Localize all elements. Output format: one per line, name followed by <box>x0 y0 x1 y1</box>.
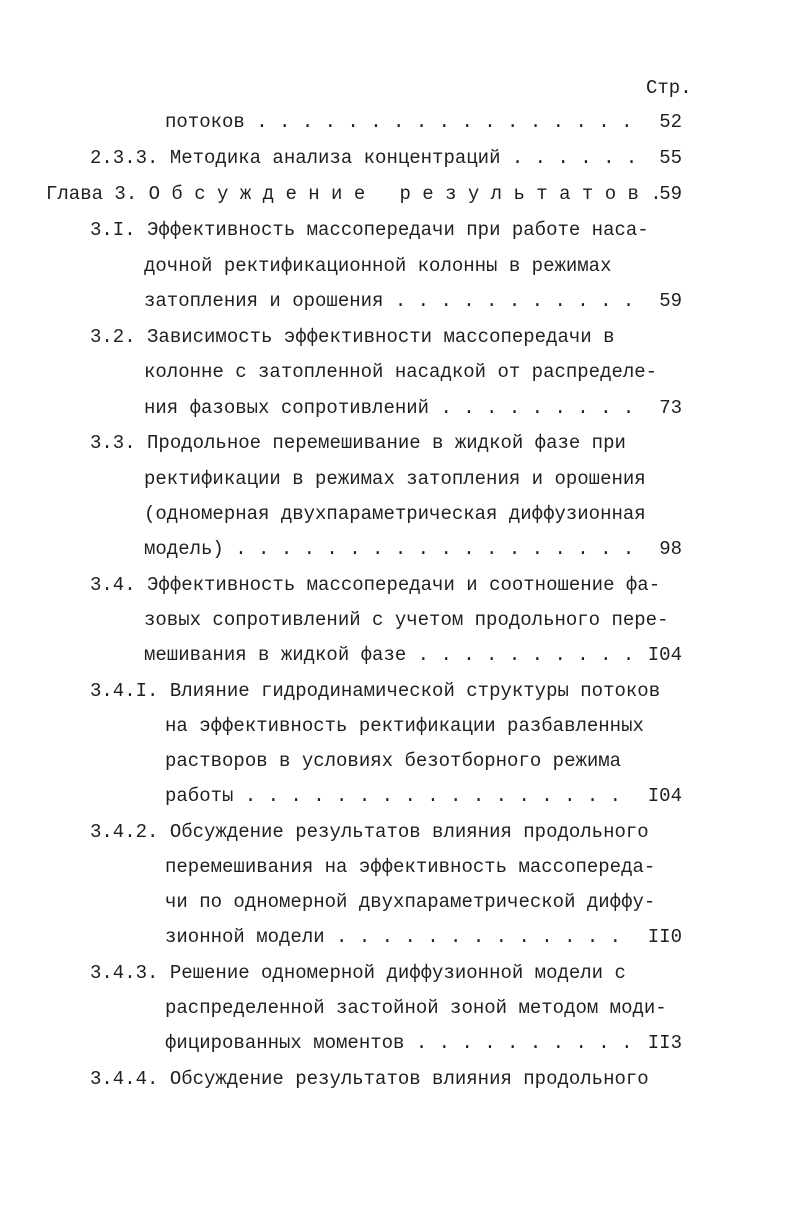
toc-entry-text: 3.4.2. Обсуждение результатов влияния продольного <box>90 821 649 843</box>
toc-entry-text: растворов в условиях безотборного режима <box>165 750 622 772</box>
toc-entry-text: колонне с затопленной насадкой от распределе- <box>144 361 658 383</box>
toc-entry-text: 3.2. Зависимость эффективности массопередачи в <box>90 326 615 348</box>
toc-page-number: II0 <box>647 926 682 948</box>
toc-entry-text: модель) . . . . . . . . . . . . . . . . . . <box>144 538 635 560</box>
toc-entry-text: потоков . . . . . . . . . . . . . . . . . <box>165 111 633 133</box>
toc-page-number: 55 <box>659 147 682 169</box>
toc-entry-text: 3.4.I. Влияние гидродинамической структуры потоков <box>90 680 661 702</box>
toc-entry-text: (одномерная двухпараметрическая диффузионная <box>144 503 646 525</box>
toc-page-number: I04 <box>647 785 682 807</box>
toc-entry-text: 3.4.3. Решение одномерной диффузионной модели с <box>90 962 626 984</box>
toc-entry-text: зовых сопротивлений с учетом продольного пере- <box>144 609 669 631</box>
toc-entry-text: ректификации в режимах затопления и орошения <box>144 468 646 490</box>
toc-page-number: 59 <box>659 183 682 205</box>
toc-entry-text: зионной модели . . . . . . . . . . . . . <box>165 926 622 948</box>
toc-entry-text: 2.3.3. Методика анализа концентраций . . . . . . <box>90 147 638 169</box>
page-column-label: Стр. <box>646 77 692 99</box>
toc-entry-text: 3.4.4. Обсуждение результатов влияния продольного <box>90 1068 649 1090</box>
toc-page-number: 52 <box>659 111 682 133</box>
toc-page-number: I04 <box>647 644 682 666</box>
chapter-heading: Глава 3. О б с у ж д е н и е р е з у л ь т а т о в . <box>46 183 662 205</box>
toc-entry-text: 3.I. Эффективность массопередачи при работе наса- <box>90 219 649 241</box>
toc-entry-text: фицированных моментов . . . . . . . . . . <box>165 1032 633 1054</box>
toc-entry-text: перемешивания на эффективность массопереда- <box>165 856 656 878</box>
toc-page-number: 59 <box>659 290 682 312</box>
toc-page-number: 98 <box>659 538 682 560</box>
toc-entry-text: затопления и орошения . . . . . . . . . . . <box>144 290 635 312</box>
toc-page-number: II3 <box>647 1032 682 1054</box>
toc-entry-text: 3.3. Продольное перемешивание в жидкой фазе при <box>90 432 626 454</box>
toc-entry-text: дочной ректификационной колонны в режимах <box>144 255 612 277</box>
toc-entry-text: работы . . . . . . . . . . . . . . . . . <box>165 785 622 807</box>
toc-page-number: 73 <box>659 397 682 419</box>
toc-entry-text: чи по одномерной двухпараметрической диффу- <box>165 891 656 913</box>
toc-entry-text: на эффективность ректификации разбавленных <box>165 715 644 737</box>
toc-entry-text: распределенной застойной зоной методом моди- <box>165 997 667 1019</box>
toc-entry-text: ния фазовых сопротивлений . . . . . . . . . <box>144 397 635 419</box>
toc-entry-text: мешивания в жидкой фазе . . . . . . . . . . <box>144 644 635 666</box>
toc-entry-text: 3.4. Эффективность массопередачи и соотношение фа- <box>90 574 661 596</box>
